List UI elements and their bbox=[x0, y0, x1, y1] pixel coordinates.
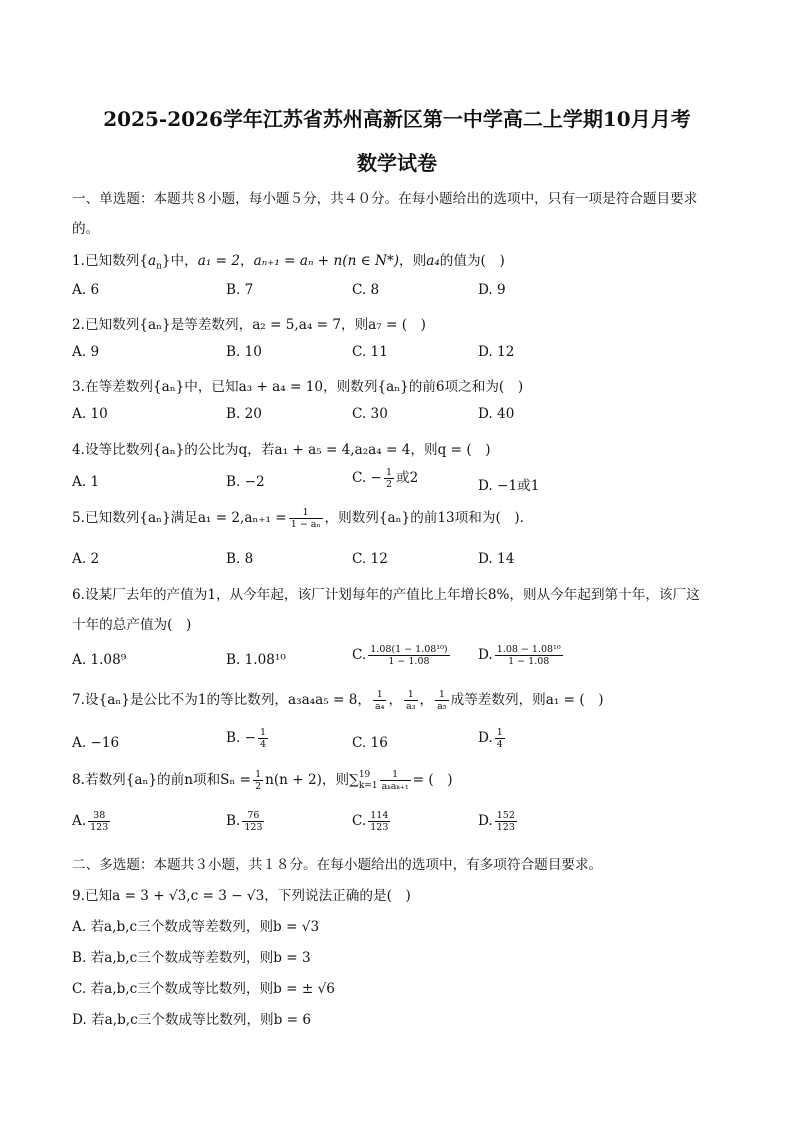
question-8-stem: 8.若数列{aₙ}的前n项和Sₙ = $\frac{1}{2}$ n(n + 2)，则∑ 19 k=1 $\frac{1}{\text{aₖaₖ₊₁}}$ = ( ) bbox=[72, 769, 453, 792]
q3-option-c: C. 30 bbox=[352, 406, 388, 422]
summation-limits: 19 k=1 bbox=[358, 769, 378, 791]
q2-option-a: A. 9 bbox=[72, 344, 100, 360]
q9-option-d: D. 若a,b,c三个数成等比数列，则b = 6 bbox=[72, 1012, 312, 1028]
q2-option-d: D. 12 bbox=[478, 344, 515, 360]
q1-option-b: B. 7 bbox=[226, 282, 254, 298]
q5-option-d: D. 14 bbox=[478, 551, 515, 567]
q1-option-c: C. 8 bbox=[352, 282, 380, 298]
fraction: $\frac{38}{123}$ bbox=[90, 810, 109, 833]
q1-option-a: A. 6 bbox=[72, 282, 100, 298]
fraction: $\frac{1}{\text{1 − aₙ}}$ bbox=[290, 507, 321, 530]
question-7-stem: 7.设{aₙ}是公比不为1的等比数列，a₃a₄a₅ = 8， $\frac{1}{\text{a₄}}$ ， $\frac{1}{\text{a₃}}$ ， $\frac{1}{\text{a₅}}$ 成等差数列，则a₁ = ( ) bbox=[72, 689, 604, 712]
fraction: $\frac{1}{\text{a₅}}$ bbox=[437, 689, 447, 712]
fraction: $\frac{\text{1.08(1 − 1.08¹⁰)}}{1 - 1.08}$ bbox=[370, 644, 448, 667]
q3-option-b: B. 20 bbox=[226, 406, 262, 422]
q5-option-a: A. 2 bbox=[72, 551, 100, 567]
question-6-stem: 6.设某厂去年的产值为1，从今年起，该厂计划每年的产值比上年增长8%，则从今年起到第十年，该厂这 bbox=[72, 587, 700, 603]
section1-heading: 一、单选题：本题共８小题，每小题５分，共４０分。在每小题给出的选项中，只有一项是符合题目要求 bbox=[72, 191, 698, 207]
fraction: $\frac{1}{4}$ bbox=[260, 727, 267, 750]
q7-option-c: C. 16 bbox=[352, 735, 388, 751]
q1-option-d: D. 9 bbox=[478, 282, 506, 298]
q2-option-c: C. 11 bbox=[352, 344, 388, 360]
q4-option-a: A. 1 bbox=[72, 474, 100, 490]
q8-option-a: A. $\frac{38}{123}$ bbox=[72, 810, 109, 833]
q3-option-d: D. 40 bbox=[478, 406, 515, 422]
q4-option-d: D. −1或1 bbox=[478, 478, 540, 494]
question-6-stem-cont: 十年的总产值为( ) bbox=[72, 617, 192, 633]
section1-heading-cont: 的。 bbox=[72, 221, 100, 237]
fraction: $\frac{114}{123}$ bbox=[370, 810, 389, 833]
q5-option-b: B. 8 bbox=[226, 551, 254, 567]
page-subtitle: 数学试卷 bbox=[357, 151, 437, 175]
question-3-stem: 3.在等差数列{aₙ}中，已知a₃ + a₄ = 10，则数列{aₙ}的前6项之和为( ) bbox=[72, 379, 524, 395]
question-4-stem: 4.设等比数列{aₙ}的公比为q，若a₁ + a₅ = 4,a₂a₄ = 4，则q = ( ) bbox=[72, 442, 491, 458]
page-title: 2025-2026学年江苏省苏州高新区第一中学高二上学期10月月考 bbox=[103, 107, 691, 131]
q6-option-b: B. 1.08¹⁰ bbox=[226, 652, 286, 668]
fraction: $\frac{1}{\text{aₖaₖ₊₁}}$ bbox=[381, 769, 409, 792]
q7-option-b: B. − $\frac{1}{4}$ bbox=[226, 727, 267, 750]
q7-option-d: D. $\frac{1}{4}$ bbox=[478, 727, 503, 750]
q2-option-b: B. 10 bbox=[226, 344, 262, 360]
q6-option-c: C. $\frac{\text{1.08(1 − 1.08¹⁰)}}{1 - 1.08}$ bbox=[352, 644, 448, 667]
fraction: $\frac{1}{4}$ bbox=[496, 727, 503, 750]
section2-heading: 二、多选题：本题共３小题，共１８分。在每小题给出的选项中，有多项符合题目要求。 bbox=[72, 857, 603, 873]
fraction: $\frac{\text{1.08 − 1.08¹⁰}}{1 - 1.08}$ bbox=[496, 644, 561, 667]
fraction: $\frac{1}{2}$ bbox=[255, 769, 262, 792]
q7-option-a: A. −16 bbox=[72, 735, 120, 751]
q8-option-d: D. $\frac{152}{123}$ bbox=[478, 810, 515, 833]
q8-option-b: B. $\frac{76}{123}$ bbox=[226, 810, 263, 833]
fraction: $\frac{1}{\text{a₄}}$ bbox=[374, 689, 385, 712]
q3-option-a: A. 10 bbox=[72, 406, 108, 422]
question-1-stem: 1.已知数列$\{a_n\}$中，a₁ = 2，aₙ₊₁ = aₙ + n(n ∈ N*)，则a₄的值为( ) bbox=[72, 253, 505, 272]
q4-option-c: C. − $\frac{1}{2}$ 或2 bbox=[352, 467, 419, 490]
q5-option-c: C. 12 bbox=[352, 551, 388, 567]
q4-option-b: B. −2 bbox=[226, 474, 265, 490]
q6-option-a: A. 1.08⁹ bbox=[72, 652, 127, 668]
q8-option-c: C. $\frac{114}{123}$ bbox=[352, 810, 389, 833]
q9-option-b: B. 若a,b,c三个数成等差数列，则b = 3 bbox=[72, 950, 311, 966]
fraction: $\frac{152}{123}$ bbox=[496, 810, 515, 833]
question-5-stem: 5.已知数列{aₙ}满足a₁ = 2,aₙ₊₁ = $\frac{1}{\text{1 − aₙ}}$ ，则数列{aₙ}的前13项和为( ). bbox=[72, 507, 524, 530]
fraction: $\frac{1}{2}$ bbox=[385, 467, 392, 490]
q6-option-d: D. $\frac{\text{1.08 − 1.08¹⁰}}{1 - 1.08}$ bbox=[478, 644, 561, 667]
fraction: $\frac{1}{\text{a₃}}$ bbox=[406, 689, 416, 712]
q9-option-c: C. 若a,b,c三个数成等比数列，则b = ± √6 bbox=[72, 981, 335, 997]
fraction: $\frac{76}{123}$ bbox=[244, 810, 263, 833]
q9-option-a: A. 若a,b,c三个数成等差数列，则b = √3 bbox=[72, 919, 320, 935]
question-2-stem: 2.已知数列{aₙ}是等差数列，a₂ = 5,a₄ = 7，则a₇ = ( ) bbox=[72, 317, 426, 333]
question-9-stem: 9.已知a = 3 + √3,c = 3 − √3，下列说法正确的是( ) bbox=[72, 888, 411, 904]
